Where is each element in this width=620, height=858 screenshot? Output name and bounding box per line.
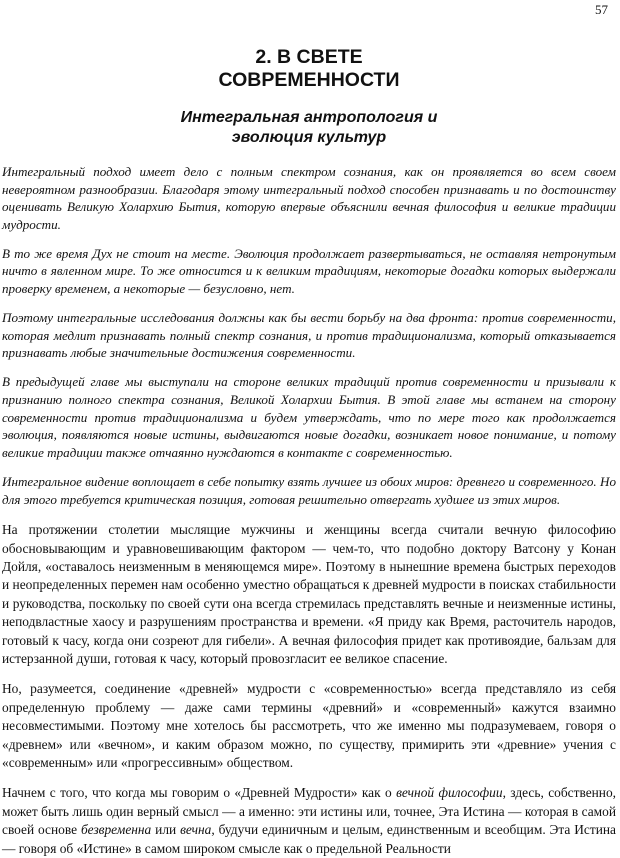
emphasis-perennial-philosophy: вечной философии [396, 785, 503, 801]
section-title-line-2: эволюция культур [231, 129, 387, 146]
chapter-title-line-2: СОВРЕМЕННОСТИ [218, 69, 400, 91]
body-paragraph-3-text-a: Начнем с того, что когда мы говорим о «Древней Мудрости» как о [2, 785, 397, 801]
body-text [2, 521, 616, 858]
intro-paragraph-3: Поэтому интегральные исследования должны как бы вести борьбу на два фронта: против современности, которая медлит признавать полный спектр сознания, и против традиционализма, который отказывается признавать любые значительные достижения современности. [2, 310, 616, 361]
body-paragraph-1: На протяжении столетии мыслящие мужчины и женщины всегда считали вечную философию обосновывающим и уравновешивающим фактором — чем-то, что подобно доктору Ватсону у Конан Дойля, «оставалось неизменным в меняющемся мире». Поэтому в нынешние времена быстрых переходов и неопределенных перемен нам особенно уместно обращаться к древней мудрости в поисках стабильности и руководства, поскольку по своей сути она всегда стремилась представлять вечные и неизменные истины, неподвластные хаосу и разрушениям пространства и времени. «Я приду как Время, расточитель народов, готовый к часу, когда они созреют для гибели». А вечная философия придет как противоядие, бальзам для истерзанной души, готовая к часу, который провозгласит ее великое спасение. [2, 522, 616, 666]
section-title [2, 108, 616, 148]
body-paragraph-3-text-c: или [151, 822, 181, 838]
intro-paragraph-5: Интегральное видение воплощает в себе попытку взять лучшее из обоих миров: древнего и современного. Но для этого требуется критическая позиция, готовая решительно отвергать худшее из этих миров. [2, 473, 616, 507]
intro-paragraph-1: Интегральный подход имеет дело с полным спектром сознания, как он проявляется во всем своем невероятном разнообразии. Благодаря этому интегральный подход способен признавать и по достоинству оценивать Великую Холархию Бытия, которую впервые объяснили вечная философия и великие традиции мудрости. [2, 164, 616, 232]
body-paragraph-3 [2, 784, 616, 858]
chapter-title-line-1: 2. В СВЕТЕ [255, 46, 363, 68]
emphasis-timeless: безвременна [80, 822, 152, 838]
chapter-title [2, 0, 616, 92]
body-paragraph-3-text-d: , будучи единичным и целым, единственным и всеобщим. Эта Истина — говоря об «Истине» в самом широком смысле как о предельной Реальности [2, 822, 616, 856]
intro-paragraph-2: В то же время Дух не стоит на месте. Эволюция продолжает развертываться, не оставляя нетронутым ничто в явленном мире. То же относится и к великим традициям, некоторые догадки которых выдержали проверку временем, а некоторые — безусловно, нет. [2, 245, 616, 297]
section-title-line-1: Интегральная антропология и [180, 109, 438, 126]
intro-paragraph-4: В предыдущей главе мы выступали на стороне великих традиций против современности и призывали к признанию полного спектра сознания, Великой Холархии Бытия. В этой главе мы встанем на сторону современности против традиционализма и будем утверждать, что по мере того как продолжается эволюция, появляются новые истины, выдвигаются новые догадки, возникает новое понимание, и потому великие традиции также отчаянно нуждаются в контакте с современностью. [2, 374, 616, 460]
body-paragraph-2: Но, разумеется, соединение «древней» мудрости с «современностью» всегда представляло из себя определенную проблему — даже сами термины «древний» и «современный» кажутся взаимно несовместимыми. Поэтому мне хотелось бы рассмотреть, что же именно мы подразумеваем, говоря о «древнем» или «вечном», и каким образом можно, по существу, примирить эти «древние» учения с «современным» или «прогрессивным» обществом. [2, 681, 616, 770]
emphasis-eternal: вечна [180, 822, 212, 838]
body-paragraph-3-text-b: , здесь, собственно, может быть лишь один верный смысл — а именно: эти истины или, точнее, Эта Истина — которая в самой своей основе [2, 785, 617, 838]
page-number: 57 [595, 2, 608, 17]
